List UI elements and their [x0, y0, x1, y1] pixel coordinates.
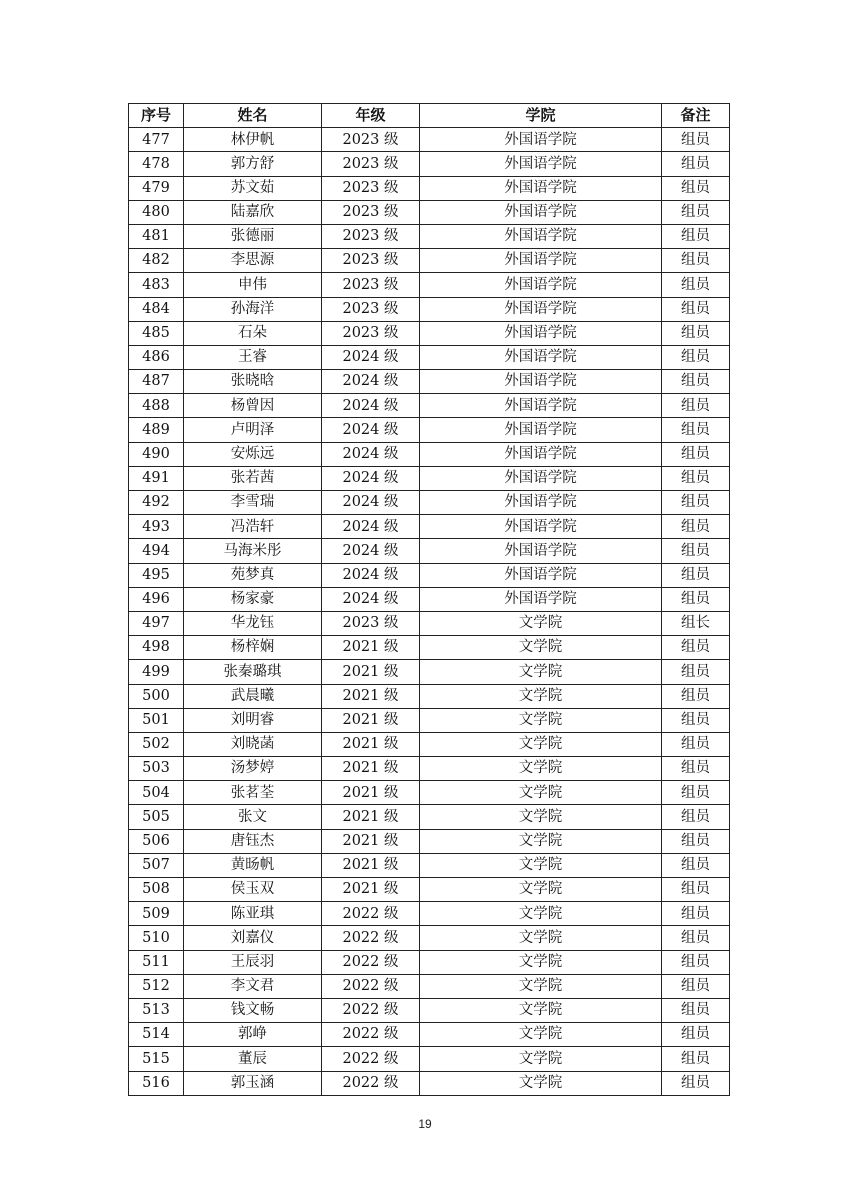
cell-college: 外国语学院	[420, 442, 662, 466]
cell-college: 文学院	[420, 757, 662, 781]
table-row	[129, 636, 730, 660]
cell-note: 组员	[662, 587, 730, 611]
cell-name: 苏文茹	[184, 176, 322, 200]
header-grade: 年级	[322, 104, 420, 128]
cell-college: 外国语学院	[420, 466, 662, 490]
cell-grade: 2023 级	[322, 611, 420, 635]
cell-college: 外国语学院	[420, 345, 662, 369]
cell-name: 李雪瑞	[184, 491, 322, 515]
table-row	[129, 152, 730, 176]
header-name: 姓名	[184, 104, 322, 128]
table-row	[129, 515, 730, 539]
cell-college: 外国语学院	[420, 273, 662, 297]
cell-note: 组长	[662, 611, 730, 635]
cell-grade: 2023 级	[322, 200, 420, 224]
cell-grade: 2021 级	[322, 757, 420, 781]
table-row	[129, 853, 730, 877]
cell-name: 华龙钰	[184, 611, 322, 635]
cell-college: 文学院	[420, 902, 662, 926]
cell-no: 511	[129, 950, 184, 974]
cell-note: 组员	[662, 466, 730, 490]
cell-college: 文学院	[420, 708, 662, 732]
cell-grade: 2023 级	[322, 273, 420, 297]
cell-note: 组员	[662, 1023, 730, 1047]
table-body	[129, 128, 730, 1096]
cell-college: 文学院	[420, 829, 662, 853]
cell-note: 组员	[662, 249, 730, 273]
cell-grade: 2022 级	[322, 1071, 420, 1095]
table-row	[129, 491, 730, 515]
cell-grade: 2022 级	[322, 950, 420, 974]
table-row	[129, 611, 730, 635]
table-row	[129, 998, 730, 1022]
header-college: 学院	[420, 104, 662, 128]
cell-note: 组员	[662, 321, 730, 345]
cell-college: 外国语学院	[420, 176, 662, 200]
cell-college: 外国语学院	[420, 200, 662, 224]
table-row	[129, 926, 730, 950]
table-row	[129, 249, 730, 273]
table-row	[129, 273, 730, 297]
cell-note: 组员	[662, 1071, 730, 1095]
cell-note: 组员	[662, 878, 730, 902]
cell-grade: 2024 级	[322, 466, 420, 490]
cell-note: 组员	[662, 200, 730, 224]
table-row	[129, 829, 730, 853]
cell-grade: 2022 级	[322, 926, 420, 950]
cell-no: 516	[129, 1071, 184, 1095]
cell-name: 张晓晗	[184, 370, 322, 394]
cell-grade: 2021 级	[322, 829, 420, 853]
cell-college: 文学院	[420, 684, 662, 708]
cell-name: 张文	[184, 805, 322, 829]
cell-note: 组员	[662, 539, 730, 563]
cell-note: 组员	[662, 176, 730, 200]
cell-note: 组员	[662, 418, 730, 442]
cell-note: 组员	[662, 152, 730, 176]
cell-name: 钱文畅	[184, 998, 322, 1022]
cell-note: 组员	[662, 491, 730, 515]
cell-note: 组员	[662, 660, 730, 684]
table-row	[129, 297, 730, 321]
table-header	[129, 104, 730, 128]
cell-name: 唐钰杰	[184, 829, 322, 853]
cell-grade: 2023 级	[322, 152, 420, 176]
cell-note: 组员	[662, 732, 730, 756]
cell-college: 外国语学院	[420, 128, 662, 152]
cell-grade: 2023 级	[322, 321, 420, 345]
header-no: 序号	[129, 104, 184, 128]
cell-name: 李文君	[184, 974, 322, 998]
cell-college: 外国语学院	[420, 152, 662, 176]
cell-grade: 2024 级	[322, 491, 420, 515]
cell-name: 张茗荃	[184, 781, 322, 805]
cell-no: 509	[129, 902, 184, 926]
cell-name: 安烁远	[184, 442, 322, 466]
cell-name: 杨曾因	[184, 394, 322, 418]
cell-name: 孙海洋	[184, 297, 322, 321]
cell-college: 文学院	[420, 1071, 662, 1095]
table-row	[129, 539, 730, 563]
cell-name: 王睿	[184, 345, 322, 369]
cell-college: 文学院	[420, 611, 662, 635]
cell-name: 黄旸帆	[184, 853, 322, 877]
cell-grade: 2021 级	[322, 781, 420, 805]
cell-name: 石朵	[184, 321, 322, 345]
table-row	[129, 684, 730, 708]
table-row	[129, 950, 730, 974]
cell-no: 504	[129, 781, 184, 805]
cell-name: 苑梦真	[184, 563, 322, 587]
cell-no: 503	[129, 757, 184, 781]
cell-name: 郭方舒	[184, 152, 322, 176]
cell-note: 组员	[662, 708, 730, 732]
cell-grade: 2023 级	[322, 176, 420, 200]
member-table	[128, 103, 730, 1096]
cell-college: 外国语学院	[420, 249, 662, 273]
cell-college: 外国语学院	[420, 297, 662, 321]
cell-no: 506	[129, 829, 184, 853]
cell-note: 组员	[662, 224, 730, 248]
cell-name: 马海米彤	[184, 539, 322, 563]
cell-note: 组员	[662, 950, 730, 974]
cell-no: 502	[129, 732, 184, 756]
cell-no: 480	[129, 200, 184, 224]
cell-note: 组员	[662, 781, 730, 805]
cell-grade: 2024 级	[322, 515, 420, 539]
cell-grade: 2024 级	[322, 539, 420, 563]
cell-note: 组员	[662, 998, 730, 1022]
cell-name: 陆嘉欣	[184, 200, 322, 224]
cell-grade: 2021 级	[322, 636, 420, 660]
table-row	[129, 128, 730, 152]
cell-note: 组员	[662, 974, 730, 998]
cell-no: 484	[129, 297, 184, 321]
table-row	[129, 370, 730, 394]
cell-college: 文学院	[420, 732, 662, 756]
cell-grade: 2024 级	[322, 418, 420, 442]
cell-grade: 2021 级	[322, 732, 420, 756]
cell-note: 组员	[662, 926, 730, 950]
cell-no: 488	[129, 394, 184, 418]
cell-no: 491	[129, 466, 184, 490]
cell-name: 董辰	[184, 1047, 322, 1071]
cell-name: 林伊帆	[184, 128, 322, 152]
cell-name: 张德丽	[184, 224, 322, 248]
cell-college: 文学院	[420, 781, 662, 805]
cell-name: 张秦璐琪	[184, 660, 322, 684]
cell-note: 组员	[662, 902, 730, 926]
cell-no: 489	[129, 418, 184, 442]
cell-no: 483	[129, 273, 184, 297]
header-note: 备注	[662, 104, 730, 128]
page-number: 19	[418, 1117, 432, 1131]
cell-note: 组员	[662, 853, 730, 877]
cell-no: 501	[129, 708, 184, 732]
cell-note: 组员	[662, 297, 730, 321]
cell-name: 武晨曦	[184, 684, 322, 708]
cell-name: 刘嘉仪	[184, 926, 322, 950]
table-row	[129, 1047, 730, 1071]
cell-no: 500	[129, 684, 184, 708]
header-row	[129, 104, 730, 128]
table-row	[129, 1071, 730, 1095]
cell-note: 组员	[662, 1047, 730, 1071]
cell-college: 文学院	[420, 926, 662, 950]
cell-grade: 2023 级	[322, 224, 420, 248]
cell-no: 505	[129, 805, 184, 829]
cell-name: 刘明睿	[184, 708, 322, 732]
cell-college: 外国语学院	[420, 539, 662, 563]
cell-name: 杨梓娴	[184, 636, 322, 660]
cell-note: 组员	[662, 757, 730, 781]
table-row	[129, 418, 730, 442]
cell-grade: 2023 级	[322, 128, 420, 152]
table-row	[129, 974, 730, 998]
cell-no: 479	[129, 176, 184, 200]
cell-college: 文学院	[420, 974, 662, 998]
cell-college: 文学院	[420, 853, 662, 877]
cell-grade: 2023 级	[322, 249, 420, 273]
table-row	[129, 902, 730, 926]
cell-no: 494	[129, 539, 184, 563]
cell-grade: 2021 级	[322, 805, 420, 829]
cell-no: 515	[129, 1047, 184, 1071]
cell-no: 498	[129, 636, 184, 660]
table-row	[129, 442, 730, 466]
cell-grade: 2024 级	[322, 587, 420, 611]
table-row	[129, 563, 730, 587]
cell-college: 文学院	[420, 805, 662, 829]
cell-name: 杨家豪	[184, 587, 322, 611]
cell-name: 张若茜	[184, 466, 322, 490]
cell-college: 文学院	[420, 660, 662, 684]
cell-no: 513	[129, 998, 184, 1022]
cell-college: 外国语学院	[420, 563, 662, 587]
cell-no: 510	[129, 926, 184, 950]
cell-grade: 2021 级	[322, 660, 420, 684]
cell-college: 外国语学院	[420, 418, 662, 442]
cell-grade: 2024 级	[322, 394, 420, 418]
cell-name: 王辰羽	[184, 950, 322, 974]
cell-grade: 2021 级	[322, 684, 420, 708]
cell-note: 组员	[662, 345, 730, 369]
table-row	[129, 732, 730, 756]
cell-grade: 2022 级	[322, 1047, 420, 1071]
cell-no: 507	[129, 853, 184, 877]
cell-no: 482	[129, 249, 184, 273]
cell-college: 文学院	[420, 1047, 662, 1071]
table-row	[129, 321, 730, 345]
cell-grade: 2021 级	[322, 853, 420, 877]
cell-no: 486	[129, 345, 184, 369]
table-row	[129, 224, 730, 248]
cell-no: 499	[129, 660, 184, 684]
table-row	[129, 805, 730, 829]
cell-no: 493	[129, 515, 184, 539]
cell-name: 申伟	[184, 273, 322, 297]
cell-college: 文学院	[420, 950, 662, 974]
table-row	[129, 176, 730, 200]
cell-college: 外国语学院	[420, 224, 662, 248]
cell-grade: 2022 级	[322, 998, 420, 1022]
cell-grade: 2022 级	[322, 974, 420, 998]
table-row	[129, 466, 730, 490]
cell-note: 组员	[662, 394, 730, 418]
table-row	[129, 394, 730, 418]
cell-grade: 2022 级	[322, 1023, 420, 1047]
cell-college: 文学院	[420, 998, 662, 1022]
cell-college: 外国语学院	[420, 587, 662, 611]
cell-name: 侯玉双	[184, 878, 322, 902]
table-row	[129, 587, 730, 611]
cell-name: 陈亚琪	[184, 902, 322, 926]
cell-note: 组员	[662, 273, 730, 297]
cell-no: 477	[129, 128, 184, 152]
cell-note: 组员	[662, 636, 730, 660]
cell-no: 508	[129, 878, 184, 902]
cell-no: 492	[129, 491, 184, 515]
cell-note: 组员	[662, 684, 730, 708]
cell-college: 外国语学院	[420, 515, 662, 539]
cell-note: 组员	[662, 515, 730, 539]
table-row	[129, 660, 730, 684]
cell-name: 郭峥	[184, 1023, 322, 1047]
table-row	[129, 1023, 730, 1047]
cell-college: 文学院	[420, 1023, 662, 1047]
cell-no: 496	[129, 587, 184, 611]
cell-name: 刘晓菡	[184, 732, 322, 756]
cell-name: 郭玉涵	[184, 1071, 322, 1095]
cell-no: 481	[129, 224, 184, 248]
table-row	[129, 781, 730, 805]
cell-no: 497	[129, 611, 184, 635]
cell-note: 组员	[662, 829, 730, 853]
cell-no: 478	[129, 152, 184, 176]
table-row	[129, 757, 730, 781]
cell-grade: 2021 级	[322, 708, 420, 732]
cell-college: 外国语学院	[420, 370, 662, 394]
cell-note: 组员	[662, 563, 730, 587]
cell-grade: 2023 级	[322, 297, 420, 321]
cell-name: 卢明泽	[184, 418, 322, 442]
cell-name: 李思源	[184, 249, 322, 273]
cell-note: 组员	[662, 805, 730, 829]
cell-note: 组员	[662, 370, 730, 394]
table-row	[129, 345, 730, 369]
cell-grade: 2022 级	[322, 902, 420, 926]
cell-name: 冯浩轩	[184, 515, 322, 539]
table-row	[129, 200, 730, 224]
cell-no: 490	[129, 442, 184, 466]
cell-college: 外国语学院	[420, 321, 662, 345]
table-row	[129, 708, 730, 732]
table-row	[129, 878, 730, 902]
cell-no: 495	[129, 563, 184, 587]
cell-no: 485	[129, 321, 184, 345]
cell-grade: 2024 级	[322, 345, 420, 369]
cell-name: 汤梦婷	[184, 757, 322, 781]
cell-college: 外国语学院	[420, 491, 662, 515]
cell-no: 512	[129, 974, 184, 998]
cell-note: 组员	[662, 128, 730, 152]
cell-no: 514	[129, 1023, 184, 1047]
cell-college: 文学院	[420, 636, 662, 660]
cell-grade: 2024 级	[322, 370, 420, 394]
cell-grade: 2021 级	[322, 878, 420, 902]
cell-grade: 2024 级	[322, 563, 420, 587]
cell-note: 组员	[662, 442, 730, 466]
cell-grade: 2024 级	[322, 442, 420, 466]
cell-college: 文学院	[420, 878, 662, 902]
cell-no: 487	[129, 370, 184, 394]
cell-college: 外国语学院	[420, 394, 662, 418]
